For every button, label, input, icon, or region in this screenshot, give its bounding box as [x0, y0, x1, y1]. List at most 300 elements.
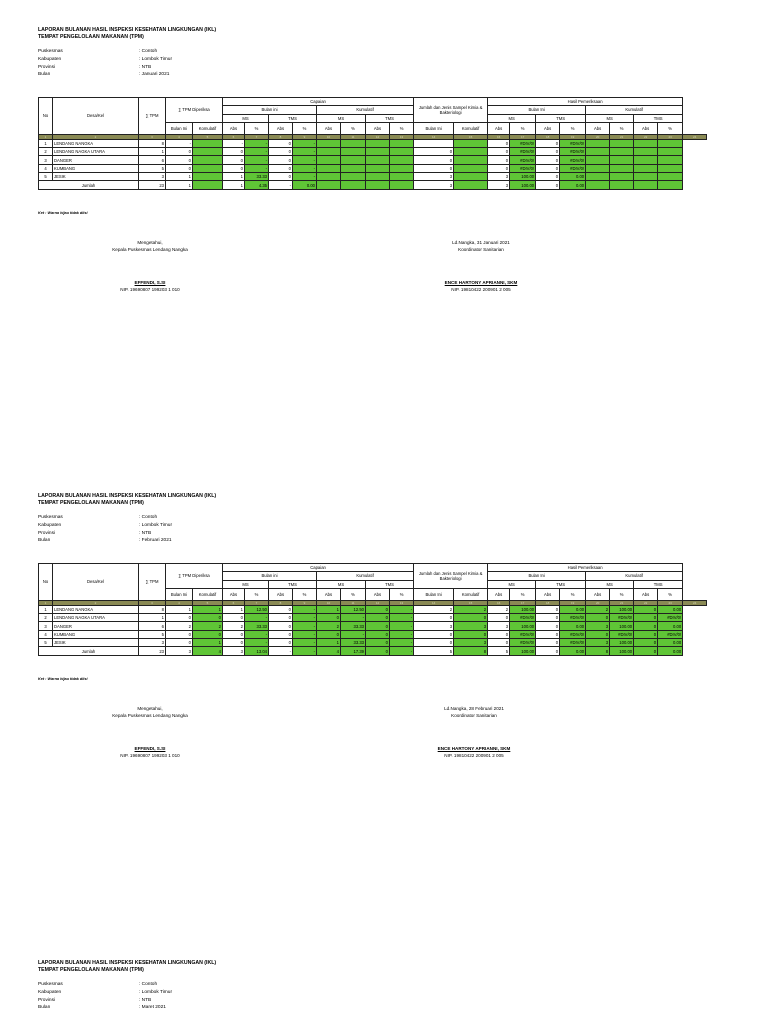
- cell-hk-tms-p: #DIV/0!: [658, 630, 683, 638]
- total-k-tms-p: -: [390, 647, 414, 655]
- cell-h-tms-a: 0: [536, 164, 560, 172]
- column-index: 7: [245, 134, 269, 139]
- cell-kum: [193, 139, 223, 147]
- header-kumulatif: Kumulatif: [586, 106, 683, 114]
- cell-s-bi: 3: [414, 622, 454, 630]
- cell-hk-ms-a: 2: [586, 605, 610, 613]
- cell-tms-p: -: [293, 622, 317, 630]
- header-pct: %: [293, 588, 317, 600]
- column-index: 10: [317, 600, 341, 605]
- cell-hk-ms-p: [610, 139, 634, 147]
- cell-ms-p: -: [245, 614, 269, 622]
- total-h-tms-a: 0: [536, 181, 560, 189]
- cell-h-tms-a: 0: [536, 630, 560, 638]
- column-index: 9: [293, 134, 317, 139]
- total-row: [39, 181, 707, 189]
- puskesmas-label: Puskesmas: [38, 982, 63, 987]
- cell-hk-tms-a: 0: [634, 622, 658, 630]
- cell-hk-tms-p: [658, 156, 683, 164]
- cell-tms-p: -: [293, 605, 317, 613]
- row-no: 3: [39, 622, 53, 630]
- koordinator-text: Koordinator Sanitarian: [451, 713, 497, 718]
- header-ms: MS: [223, 580, 269, 588]
- cell-bi: 0: [166, 156, 193, 164]
- cell-hk-ms-a: [586, 139, 610, 147]
- puskesmas-label: Puskesmas: [38, 49, 63, 54]
- column-index: 11: [341, 134, 366, 139]
- header-ms: MS: [586, 580, 634, 588]
- cell-hk-ms-p: 100.00: [610, 622, 634, 630]
- cell-ms-a: -: [223, 139, 245, 147]
- cell-k-tms-a: 0: [366, 614, 390, 622]
- total-hk-ms-a: [586, 181, 610, 189]
- row-desa: JESIK: [53, 173, 139, 181]
- header-komulatif-col: Komulatif: [193, 122, 223, 134]
- cell-k-ms-a: [317, 139, 341, 147]
- row-no: 2: [39, 614, 53, 622]
- row-tpm: 5: [139, 630, 166, 638]
- header-pct: %: [293, 122, 317, 134]
- header-desa: Desa/Kel: [53, 564, 139, 601]
- column-index: 14: [414, 134, 454, 139]
- column-index: 19: [560, 600, 586, 605]
- cell-hk-ms-p: [610, 156, 634, 164]
- report-title-line2: TEMPAT PENGELOLAAN MAKANAN (TPM): [38, 34, 144, 40]
- cell-s-kum: 2: [454, 605, 488, 613]
- column-index: 12: [366, 600, 390, 605]
- header-komulatif-col: Komulatif: [454, 122, 488, 134]
- header-abs: Abs: [366, 122, 390, 134]
- cell-kum: 0: [193, 630, 223, 638]
- row-desa: DANGER: [53, 156, 139, 164]
- cell-hk-ms-p: 100.00: [610, 639, 634, 647]
- cell-s-bi: 0: [414, 639, 454, 647]
- column-index: 8: [269, 134, 293, 139]
- cell-kum: [193, 164, 223, 172]
- total-ms-a: 3: [223, 647, 245, 655]
- note-text: Ket : Warna hijau tidak diisi: [38, 677, 88, 681]
- header-pct: %: [610, 588, 634, 600]
- header-abs: Abs: [269, 122, 293, 134]
- cell-ms-a: 0: [223, 148, 245, 156]
- table-row: [39, 614, 707, 622]
- cell-k-tms-p: [390, 164, 414, 172]
- cell-ms-p: -: [245, 148, 269, 156]
- column-index: 13: [390, 600, 414, 605]
- header-bulan-ini-col: Bulan Ini: [166, 122, 193, 134]
- cell-s-bi: 0: [414, 156, 454, 164]
- header-abs: Abs: [586, 588, 610, 600]
- cell-k-ms-p: -: [341, 614, 366, 622]
- row-no: 4: [39, 630, 53, 638]
- cell-k-ms-a: [317, 164, 341, 172]
- column-index: 19: [560, 134, 586, 139]
- left-signatory-name: EFFENDI, S.SI: [134, 280, 166, 285]
- cell-ms-a: 0: [223, 156, 245, 164]
- cell-h-tms-a: 0: [536, 605, 560, 613]
- total-row: [39, 647, 707, 655]
- cell-h-tms-a: 0: [536, 148, 560, 156]
- column-index: 17: [510, 134, 536, 139]
- cell-hk-tms-a: [634, 173, 658, 181]
- cell-bi: 1: [166, 605, 193, 613]
- cell-k-tms-a: 0: [366, 639, 390, 647]
- column-index: 14: [414, 600, 454, 605]
- header-bulan-ini-col: Bulan Ini: [414, 122, 454, 134]
- total-tms-a: -: [269, 181, 293, 189]
- mengetahui-text: Mengetahui,: [137, 240, 163, 245]
- cell-s-kum: 3: [454, 622, 488, 630]
- row-tpm: 3: [139, 639, 166, 647]
- total-s-kum: [454, 181, 488, 189]
- cell-hk-tms-p: 0.00: [658, 622, 683, 630]
- column-index: 18: [536, 600, 560, 605]
- report-title-line1: LAPORAN BULANAN HASIL INSPEKSI KESEHATAN LINGKUNGAN (IKL): [38, 493, 217, 499]
- cell-ms-a: 0: [223, 164, 245, 172]
- cell-tms-a: 0: [269, 139, 293, 147]
- puskesmas-label: Puskesmas: [38, 515, 63, 520]
- column-index: 24: [683, 134, 707, 139]
- header-bulan-ini: Bulan Ini: [488, 106, 586, 114]
- cell-h-ms-a: 0: [488, 139, 510, 147]
- cell-ms-p: -: [245, 164, 269, 172]
- cell-bi: 0: [166, 614, 193, 622]
- cell-k-ms-p: -: [341, 630, 366, 638]
- total-tpm: 23: [139, 647, 166, 655]
- cell-tms-a: 0: [269, 605, 293, 613]
- cell-s-bi: 0: [414, 148, 454, 156]
- header-pct: %: [245, 588, 269, 600]
- column-index: 21: [610, 134, 634, 139]
- row-no: 5: [39, 639, 53, 647]
- report-januari: [38, 27, 698, 307]
- right-signatory-name: ENCE HARTONY APRIANNI, SKM: [437, 746, 511, 751]
- cell-hk-ms-a: [586, 173, 610, 181]
- cell-hk-tms-p: [658, 173, 683, 181]
- cell-k-ms-p: 33.33: [341, 622, 366, 630]
- total-k-tms-p: [390, 181, 414, 189]
- cell-h-ms-p: #DIV/0!: [510, 630, 536, 638]
- header-tms: TMS: [634, 114, 683, 122]
- total-s-bi: 5: [414, 647, 454, 655]
- cell-hk-ms-a: [586, 164, 610, 172]
- cell-k-ms-a: 0: [317, 614, 341, 622]
- column-index: 3: [139, 134, 166, 139]
- column-index: 15: [454, 600, 488, 605]
- cell-s-kum: 0: [454, 630, 488, 638]
- header-pct: %: [610, 122, 634, 134]
- total-hk-ms-p: 100.00: [610, 647, 634, 655]
- row-tpm: 6: [139, 156, 166, 164]
- total-h-tms-p: 0.00: [560, 647, 586, 655]
- column-index: 5: [193, 600, 223, 605]
- puskesmas-value: : Contoh: [139, 982, 158, 987]
- column-index: 8: [269, 600, 293, 605]
- cell-hk-tms-p: [658, 139, 683, 147]
- column-index: 22: [634, 134, 658, 139]
- row-tpm: 8: [139, 139, 166, 147]
- header-bulan-ini: Bulan ini: [223, 572, 317, 580]
- header-pct: %: [341, 122, 366, 134]
- column-index: 6: [223, 600, 245, 605]
- cell-k-tms-a: [366, 156, 390, 164]
- table-row: [39, 148, 707, 156]
- cell-hk-tms-a: [634, 156, 658, 164]
- column-index: 9: [293, 600, 317, 605]
- left-signatory-nip: NIP. 19690807 199203 1 010: [120, 287, 180, 292]
- cell-tms-a: 0: [269, 630, 293, 638]
- header-ms: MS: [223, 114, 269, 122]
- report-title-line2: TEMPAT PENGELOLAAN MAKANAN (TPM): [38, 967, 144, 973]
- header-tms: TMS: [366, 580, 414, 588]
- cell-bi: 0: [166, 148, 193, 156]
- total-k-ms-p: 17.39: [341, 647, 366, 655]
- cell-k-tms-p: -: [390, 639, 414, 647]
- cell-h-ms-p: #DIV/0!: [510, 614, 536, 622]
- row-tpm: 1: [139, 614, 166, 622]
- inspection-table: [38, 97, 707, 190]
- header-abs: Abs: [586, 122, 610, 134]
- report-title-line2: TEMPAT PENGELOLAAN MAKANAN (TPM): [38, 500, 144, 506]
- row-no: 5: [39, 173, 53, 181]
- header-pct: %: [560, 122, 586, 134]
- row-tpm: 5: [139, 164, 166, 172]
- total-s-kum: 8: [454, 647, 488, 655]
- column-index: 22: [634, 600, 658, 605]
- row-no: 2: [39, 148, 53, 156]
- column-index: 12: [366, 134, 390, 139]
- header-hasil: Hasil Pemeriksaan: [488, 98, 683, 106]
- cell-k-tms-a: 0: [366, 622, 390, 630]
- header-bulan-ini: Bulan ini: [223, 106, 317, 114]
- header-komulatif-col: Komulatif: [454, 588, 488, 600]
- cell-hk-ms-a: [586, 148, 610, 156]
- cell-k-tms-a: [366, 173, 390, 181]
- table-row: [39, 630, 707, 638]
- cell-ms-a: 1: [223, 605, 245, 613]
- cell-h-ms-p: #DIV/0!: [510, 148, 536, 156]
- total-kum: 4: [193, 647, 223, 655]
- cell-tms-p: -: [293, 614, 317, 622]
- cell-bi: 2: [166, 622, 193, 630]
- right-signatory-nip: NIP. 19810422 200901 2 005: [444, 753, 504, 758]
- cell-hk-ms-a: 0: [586, 614, 610, 622]
- cell-tms-a: 0: [269, 173, 293, 181]
- provinsi-value: : NTB: [139, 530, 152, 536]
- cell-h-tms-a: 0: [536, 156, 560, 164]
- header-abs: Abs: [634, 122, 658, 134]
- cell-k-tms-a: [366, 139, 390, 147]
- kepala-text: Kepala Puskesmas Lendang Nangka: [112, 713, 188, 718]
- cell-h-tms-p: #DIV/0!: [560, 139, 586, 147]
- cell-k-ms-a: 1: [317, 605, 341, 613]
- cell-h-tms-p: #DIV/0!: [560, 639, 586, 647]
- header-abs: Abs: [536, 588, 560, 600]
- cell-hk-tms-p: [658, 164, 683, 172]
- row-desa: LENDANG NANGKA: [53, 605, 139, 613]
- cell-ms-p: 33.33: [245, 173, 269, 181]
- header-tms: TMS: [269, 114, 317, 122]
- cell-h-tms-p: #DIV/0!: [560, 614, 586, 622]
- header-ms: MS: [586, 114, 634, 122]
- header-abs: Abs: [269, 588, 293, 600]
- total-h-tms-a: 0: [536, 647, 560, 655]
- cell-h-tms-a: 0: [536, 639, 560, 647]
- cell-k-ms-p: [341, 156, 366, 164]
- cell-hk-ms-p: #DIV/0!: [610, 614, 634, 622]
- column-index: 15: [454, 134, 488, 139]
- cell-tms-p: -: [293, 173, 317, 181]
- bulan-value: : Januari 2021: [139, 72, 170, 78]
- cell-hk-tms-a: 0: [634, 639, 658, 647]
- cell-s-bi: 0: [414, 614, 454, 622]
- kabupaten-label: Kabupaten: [38, 522, 62, 528]
- column-index: 23: [658, 134, 683, 139]
- header-ms: MS: [488, 580, 536, 588]
- cell-h-tms-p: 0.00: [560, 605, 586, 613]
- header-abs: Abs: [317, 588, 341, 600]
- cell-k-ms-p: [341, 173, 366, 181]
- row-no: 4: [39, 164, 53, 172]
- column-index: 16: [488, 600, 510, 605]
- total-bi: 1: [166, 181, 193, 189]
- cell-kum: 0: [193, 614, 223, 622]
- cell-k-tms-a: [366, 164, 390, 172]
- cell-k-tms-a: 0: [366, 605, 390, 613]
- kabupaten-value: : Lombok Timur: [139, 522, 173, 528]
- cell-h-ms-p: #DIV/0!: [510, 139, 536, 147]
- total-tms-p: 0.00: [293, 181, 317, 189]
- row-tpm: 8: [139, 605, 166, 613]
- total-s-bi: 3: [414, 181, 454, 189]
- table-row: [39, 639, 707, 647]
- report-meta: [38, 981, 698, 1012]
- cell-k-tms-p: [390, 148, 414, 156]
- cell-ms-p: -: [245, 139, 269, 147]
- cell-hk-tms-a: [634, 164, 658, 172]
- total-label: Jumlah: [39, 181, 139, 189]
- right-signatory-name: ENCE HARTONY APRIANNI, SKM: [444, 280, 518, 285]
- cell-hk-ms-a: [586, 156, 610, 164]
- cell-h-ms-a: 0: [488, 614, 510, 622]
- cell-k-tms-p: [390, 139, 414, 147]
- cell-s-bi: 0: [414, 164, 454, 172]
- cell-bi: -: [166, 139, 193, 147]
- date-line: Ld.Nangka, 31 Januari 2021: [452, 240, 510, 245]
- cell-tms-a: 0: [269, 614, 293, 622]
- column-index: 24: [683, 600, 707, 605]
- row-desa: KUMBANG: [53, 164, 139, 172]
- total-h-ms-a: 5: [488, 647, 510, 655]
- header-abs: Abs: [317, 122, 341, 134]
- cell-k-ms-a: 0: [317, 630, 341, 638]
- cell-tms-p: -: [293, 164, 317, 172]
- bulan-label: Bulan: [38, 72, 51, 78]
- cell-h-ms-a: 0: [488, 156, 510, 164]
- header-bulan-ini: Bulan Ini: [488, 572, 586, 580]
- cell-h-ms-a: 0: [488, 164, 510, 172]
- cell-hk-tms-p: [658, 148, 683, 156]
- cell-ms-a: 2: [223, 622, 245, 630]
- cell-k-ms-a: 2: [317, 622, 341, 630]
- header-tms: TMS: [366, 114, 414, 122]
- puskesmas-value: : Contoh: [139, 515, 158, 520]
- row-no: 1: [39, 605, 53, 613]
- cell-ms-a: 0: [223, 614, 245, 622]
- total-hk-tms-a: 0: [634, 647, 658, 655]
- header-no: No: [39, 564, 53, 601]
- cell-h-tms-p: #DIV/0!: [560, 630, 586, 638]
- row-desa: KUMBANG: [53, 630, 139, 638]
- header-jumlah-sampel: Jumlah dan Jenis Sampel Kimia & Bakteriologi: [414, 98, 488, 123]
- cell-ms-a: 1: [223, 173, 245, 181]
- table-row: [39, 164, 707, 172]
- cell-h-tms-a: 0: [536, 139, 560, 147]
- table-row: [39, 605, 707, 613]
- total-hk-ms-a: 8: [586, 647, 610, 655]
- row-desa: JESIK: [53, 639, 139, 647]
- total-tms-p: -: [293, 647, 317, 655]
- header-ms: MS: [317, 114, 366, 122]
- column-index: 3: [139, 600, 166, 605]
- column-index: 21: [610, 600, 634, 605]
- header-abs: Abs: [488, 122, 510, 134]
- cell-h-tms-p: #DIV/0!: [560, 156, 586, 164]
- cell-h-ms-p: #DIV/0!: [510, 639, 536, 647]
- header-abs: Abs: [536, 122, 560, 134]
- column-index: 5: [193, 134, 223, 139]
- cell-kum: [193, 148, 223, 156]
- cell-h-tms-p: #DIV/0!: [560, 148, 586, 156]
- cell-k-tms-p: -: [390, 622, 414, 630]
- total-h-ms-p: 100.00: [510, 181, 536, 189]
- total-k-ms-a: 4: [317, 647, 341, 655]
- row-tpm: 1: [139, 148, 166, 156]
- signature-right: [424, 705, 524, 759]
- header-abs: Abs: [223, 122, 245, 134]
- cell-hk-tms-p: 0.00: [658, 605, 683, 613]
- cell-ms-p: -: [245, 630, 269, 638]
- cell-h-ms-a: 3: [488, 622, 510, 630]
- cell-s-kum: [454, 139, 488, 147]
- cell-k-tms-p: -: [390, 630, 414, 638]
- cell-s-kum: 0: [454, 614, 488, 622]
- signature-left: [100, 239, 200, 293]
- cell-hk-tms-a: 0: [634, 614, 658, 622]
- cell-bi: 1: [166, 173, 193, 181]
- cell-h-ms-a: 0: [488, 630, 510, 638]
- header-kumulatif: Kumulatif: [586, 572, 683, 580]
- total-h-ms-a: 3: [488, 181, 510, 189]
- cell-k-ms-p: [341, 139, 366, 147]
- cell-s-bi: 3: [414, 173, 454, 181]
- header-ms: MS: [488, 114, 536, 122]
- cell-hk-ms-p: #DIV/0!: [610, 630, 634, 638]
- header-pct: %: [560, 588, 586, 600]
- total-tms-a: -: [269, 647, 293, 655]
- cell-h-ms-p: #DIV/0!: [510, 156, 536, 164]
- header-pct: %: [390, 588, 414, 600]
- cell-s-kum: [454, 148, 488, 156]
- cell-k-ms-p: [341, 164, 366, 172]
- cell-hk-tms-a: [634, 148, 658, 156]
- cell-tms-a: 0: [269, 622, 293, 630]
- cell-hk-ms-p: [610, 164, 634, 172]
- cell-kum: 1: [193, 605, 223, 613]
- row-no: 3: [39, 156, 53, 164]
- cell-s-kum: 3: [454, 639, 488, 647]
- header-abs: Abs: [366, 588, 390, 600]
